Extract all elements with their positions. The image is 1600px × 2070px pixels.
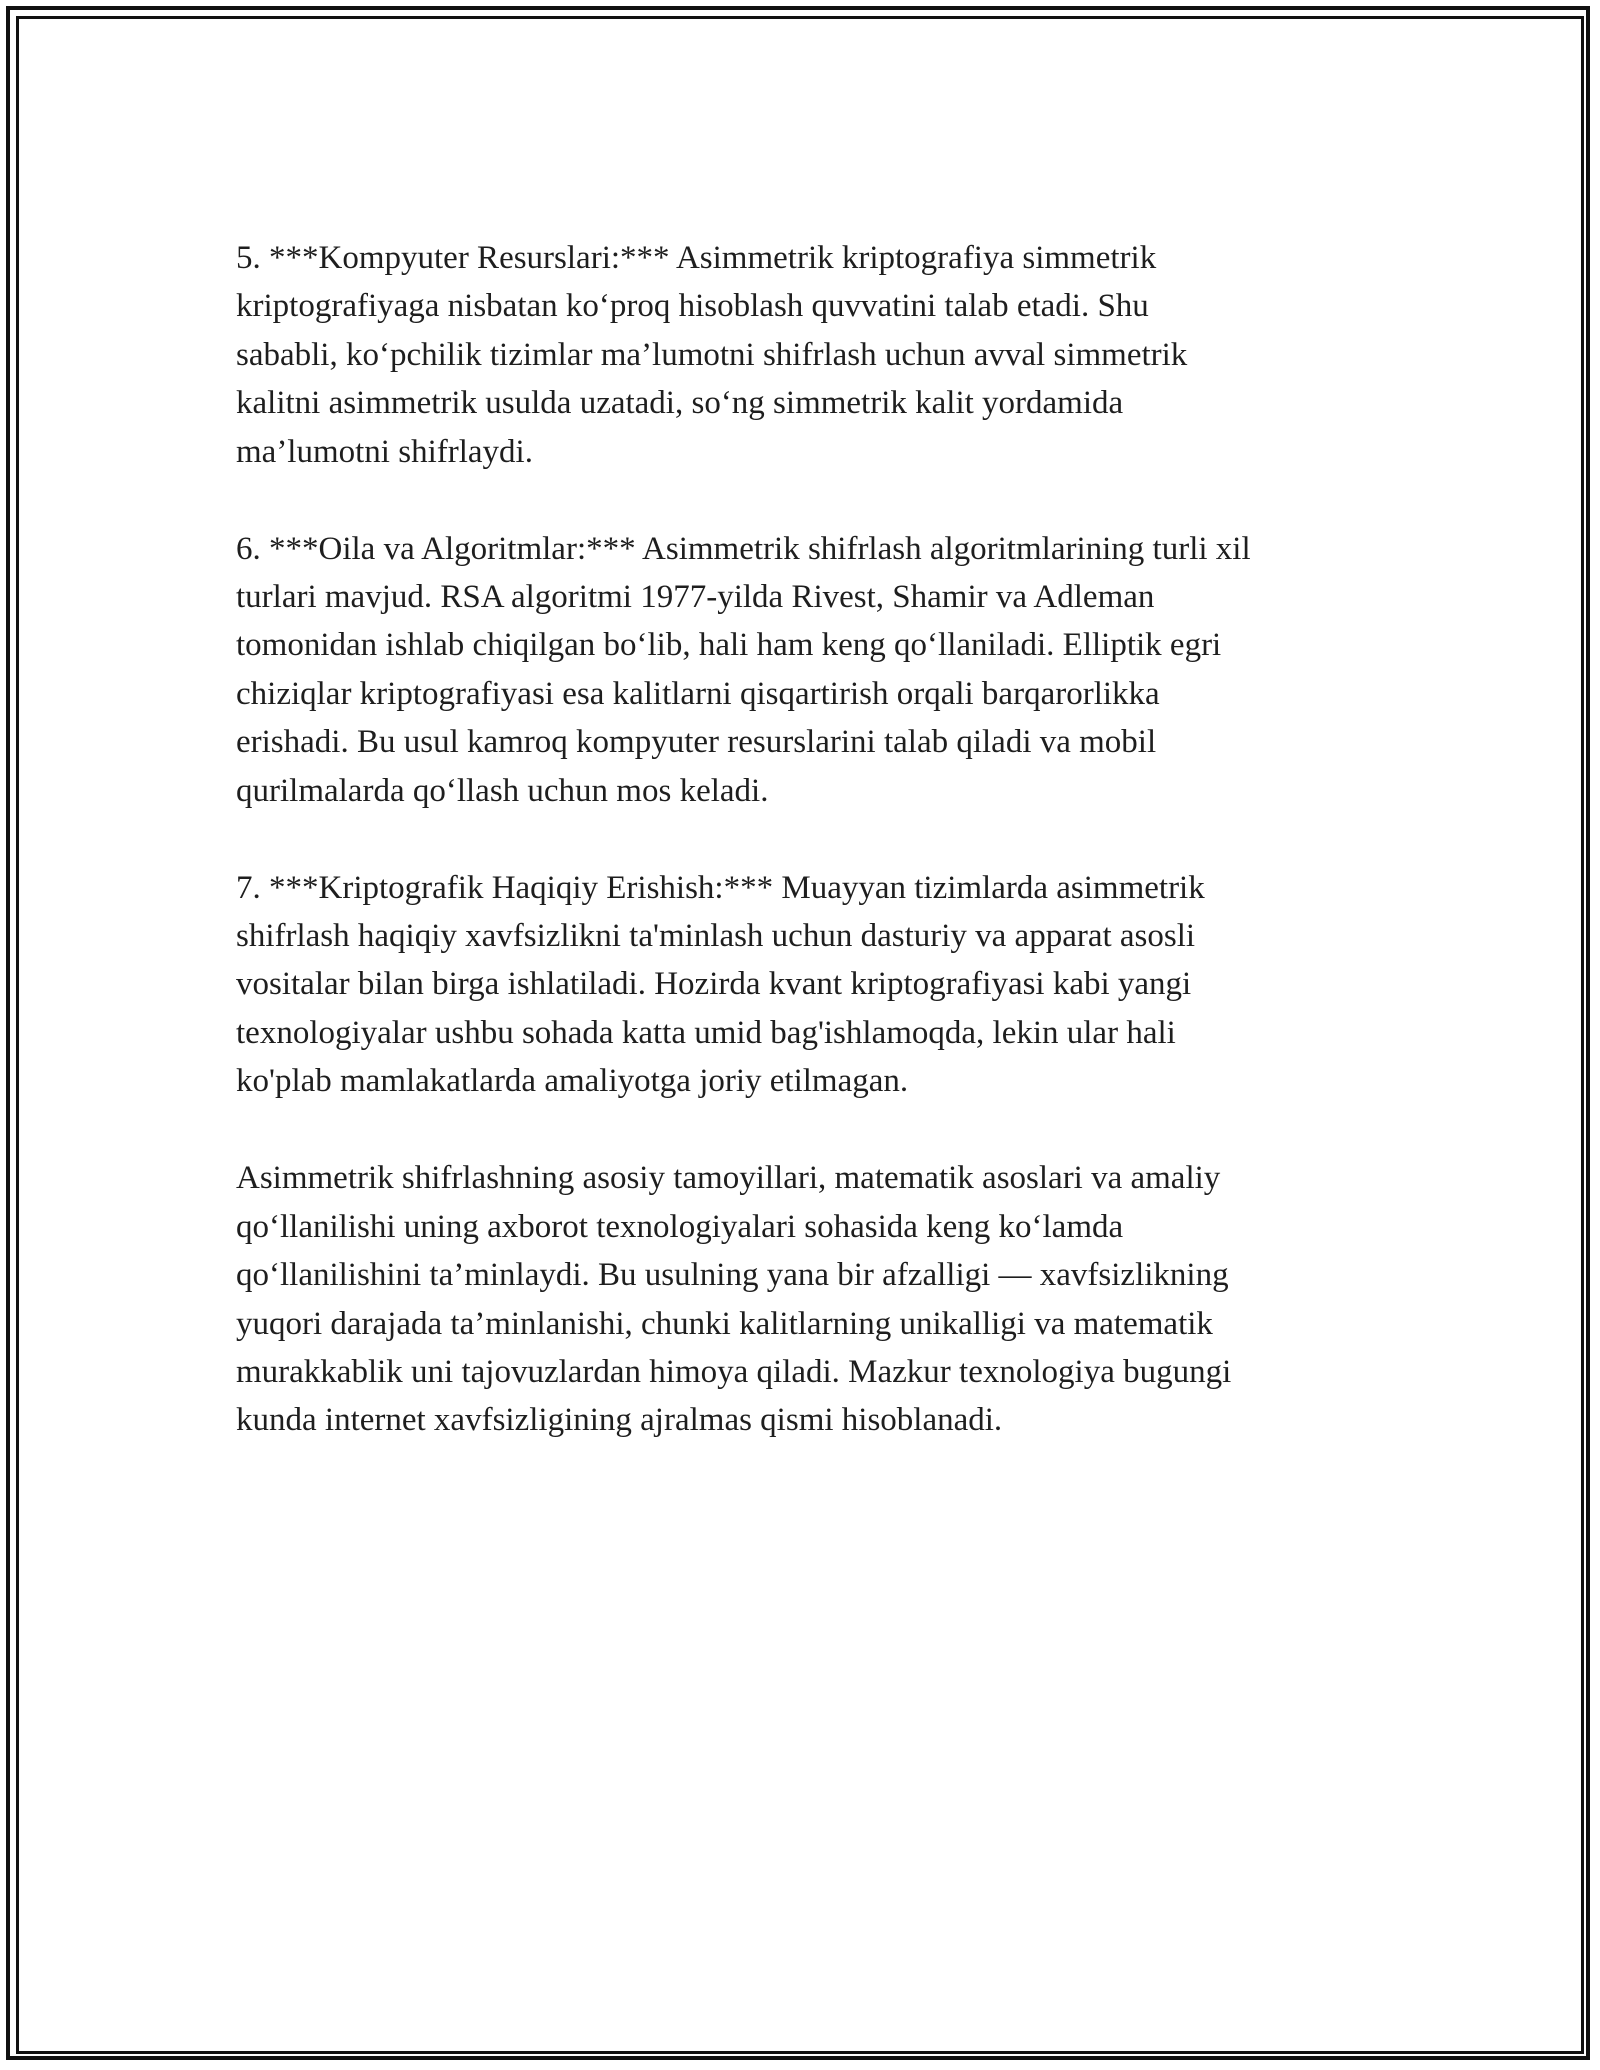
text-line: turlari mavjud. RSA algoritmi 1977-yilda Rivest, Shamir va Adleman <box>236 579 1155 616</box>
text-line: chiziqlar kriptografiyasi esa kalitlarni qisqartirish orqali barqarorlikka <box>236 675 1160 712</box>
text-line: texnologiyalar ushbu sohada katta umid bag'ishlamoqda, lekin ular hali <box>236 1014 1176 1051</box>
text-line: qo‘llanilishi uning axborot texnologiyalari sohasida keng ko‘lamda <box>236 1208 1124 1245</box>
text-line: vositalar bilan birga ishlatiladi. Hozirda kvant kriptografiyasi kabi yangi <box>236 966 1192 1003</box>
text-line: kalitni asimmetrik usulda uzatadi, so‘ng simmetrik kalit yordamida <box>236 385 1124 422</box>
text-line: 5. ***Kompyuter Resurslari:*** Asimmetrik kriptografiya simmetrik <box>236 240 1157 276</box>
text-line: tomonidan ishlab chiqilgan bo‘lib, hali ham keng qo‘llaniladi. Elliptik egri <box>236 627 1222 664</box>
text-line: qo‘llanilishini ta’minlaydi. Bu usulning yana bir afzalligi — xavfsizlikning <box>236 1257 1229 1294</box>
text-line: ma’lumotni shifrlaydi. <box>236 433 533 470</box>
text-line: kriptografiyaga nisbatan ko‘proq hisoblash quvvatini talab etadi. Shu <box>236 288 1149 325</box>
text-line: 7. ***Kriptografik Haqiqiy Erishish:*** Muayyan tizimlarda asimmetrik <box>236 869 1205 906</box>
text-line: ko'plab mamlakatlarda amaliyotga joriy etilmagan. <box>236 1063 909 1100</box>
text-line: kunda internet xavfsizligining ajralmas qismi hisoblanadi. <box>236 1402 1003 1439</box>
paragraph-oila-va-algoritmlar <box>236 525 1396 815</box>
text-line: erishadi. Bu usul kamroq kompyuter resurslarini talab qiladi va mobil <box>236 724 1157 761</box>
text-line: 6. ***Oila va Algoritmlar:*** Asimmetrik shifrlash algoritmlarining turli xil <box>236 530 1251 567</box>
text-line: sababli, ko‘pchilik tizimlar ma’lumotni shifrlash uchun avval simmetrik <box>236 336 1188 373</box>
text-line: murakkablik uni tajovuzlardan himoya qiladi. Mazkur texnologiya bugungi <box>236 1353 1232 1390</box>
paragraph-kriptografik-haqiqiy-erishish <box>236 864 1396 1106</box>
text-line: qurilmalarda qo‘llash uchun mos keladi. <box>236 772 769 809</box>
text-line: shifrlash haqiqiy xavfsizlikni ta'minlash uchun dasturiy va apparat asosli <box>236 918 1196 955</box>
text-line: Asimmetrik shifrlashning asosiy tamoyillari, matematik asoslari va amaliy <box>236 1160 1221 1197</box>
text-line: yuqori darajada ta’minlanishi, chunki kalitlarning unikalligi va matematik <box>236 1305 1213 1342</box>
paragraph-conclusion <box>236 1154 1396 1444</box>
paragraph-kompyuter-resurslari <box>236 234 1396 476</box>
document-body <box>236 234 1396 1493</box>
